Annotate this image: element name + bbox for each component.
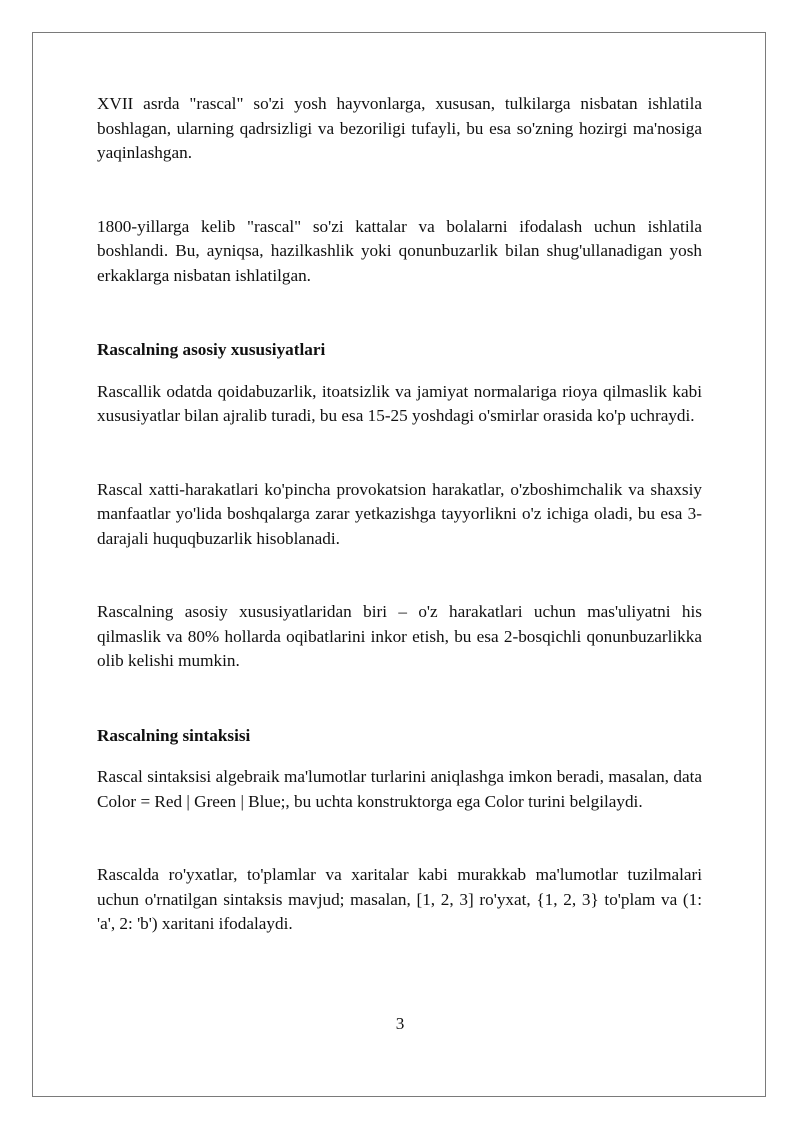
paragraph-rascal-responsibility: Rascalning asosiy xususiyatlaridan biri – o'z harakatlari uchun mas'uliyatni his qilmaslik va 80% hollarda oqibatlarini inkor etish, bu esa 2-bosqichli qonunbuzarlikka olib kelishi mumkin.: [97, 602, 702, 670]
paragraph-rascal-traits: Rascallik odatda qoidabuzarlik, itoatsizlik va jamiyat normalariga rioya qilmaslik kabi xususiyatlar bilan ajralib turadi, bu esa 15-25 yoshdagi o'smirlar orasida ko'p uchraydi.: [97, 381, 702, 425]
heading-main-features: Rascalning asosiy xususiyatlari: [97, 340, 326, 359]
paragraph-rascal-behavior: Rascal xatti-harakatlari ko'pincha provokatsion harakatlar, o'zboshimchalik va shaxsiy manfaatlar yo'lida boshqalarga zarar yetkazishga tayyorlikni o'z ichiga oladi, bu esa 3-darajali huquqbuzarlik hisoblanadi.: [97, 479, 702, 548]
paragraph-data-structures: Rascalda ro'yxatlar, to'plamlar va xaritalar kabi murakkab ma'lumotlar tuzilmalari uchun o'rnatilgan sintaksis mavjud; masalan, [1, 2, 3] ro'yxat, {1, 2, 3} to'plam va (1: 'a', 2: 'b') xaritani ifodalaydi.: [97, 865, 702, 933]
heading-syntax: Rascalning sintaksisi: [97, 725, 251, 745]
page-content: [97, 92, 702, 937]
paragraph-algebraic-data-types: Rascal sintaksisi algebraik ma'lumotlar turlarini aniqlashga imkon beradi, masalan, data Color = Red | Green | Blue;, bu uchta konstruktorga ega Color turini belgilaydi.: [97, 767, 702, 811]
paragraph-rascal-1800s: 1800-yillarga kelib "rascal" so'zi kattalar va bolalarni ifodalash uchun ishlatila boshlandi. Bu, ayniqsa, hazilkashlik yoki qonunbuzarlik bilan shug'ullanadigan yosh erkaklarga nisbatan ishlatilgan.: [97, 216, 702, 285]
page-number: 3: [395, 1014, 405, 1033]
paragraph-rascal-17th-century: XVII asrda "rascal" so'zi yosh hayvonlarga, xususan, tulkilarga nisbatan ishlatila boshlagan, ularning qadrsizligi va bezoriligi tufayli, bu esa so'zning hozirgi ma'nosiga yaqinlashgan.: [97, 94, 702, 162]
